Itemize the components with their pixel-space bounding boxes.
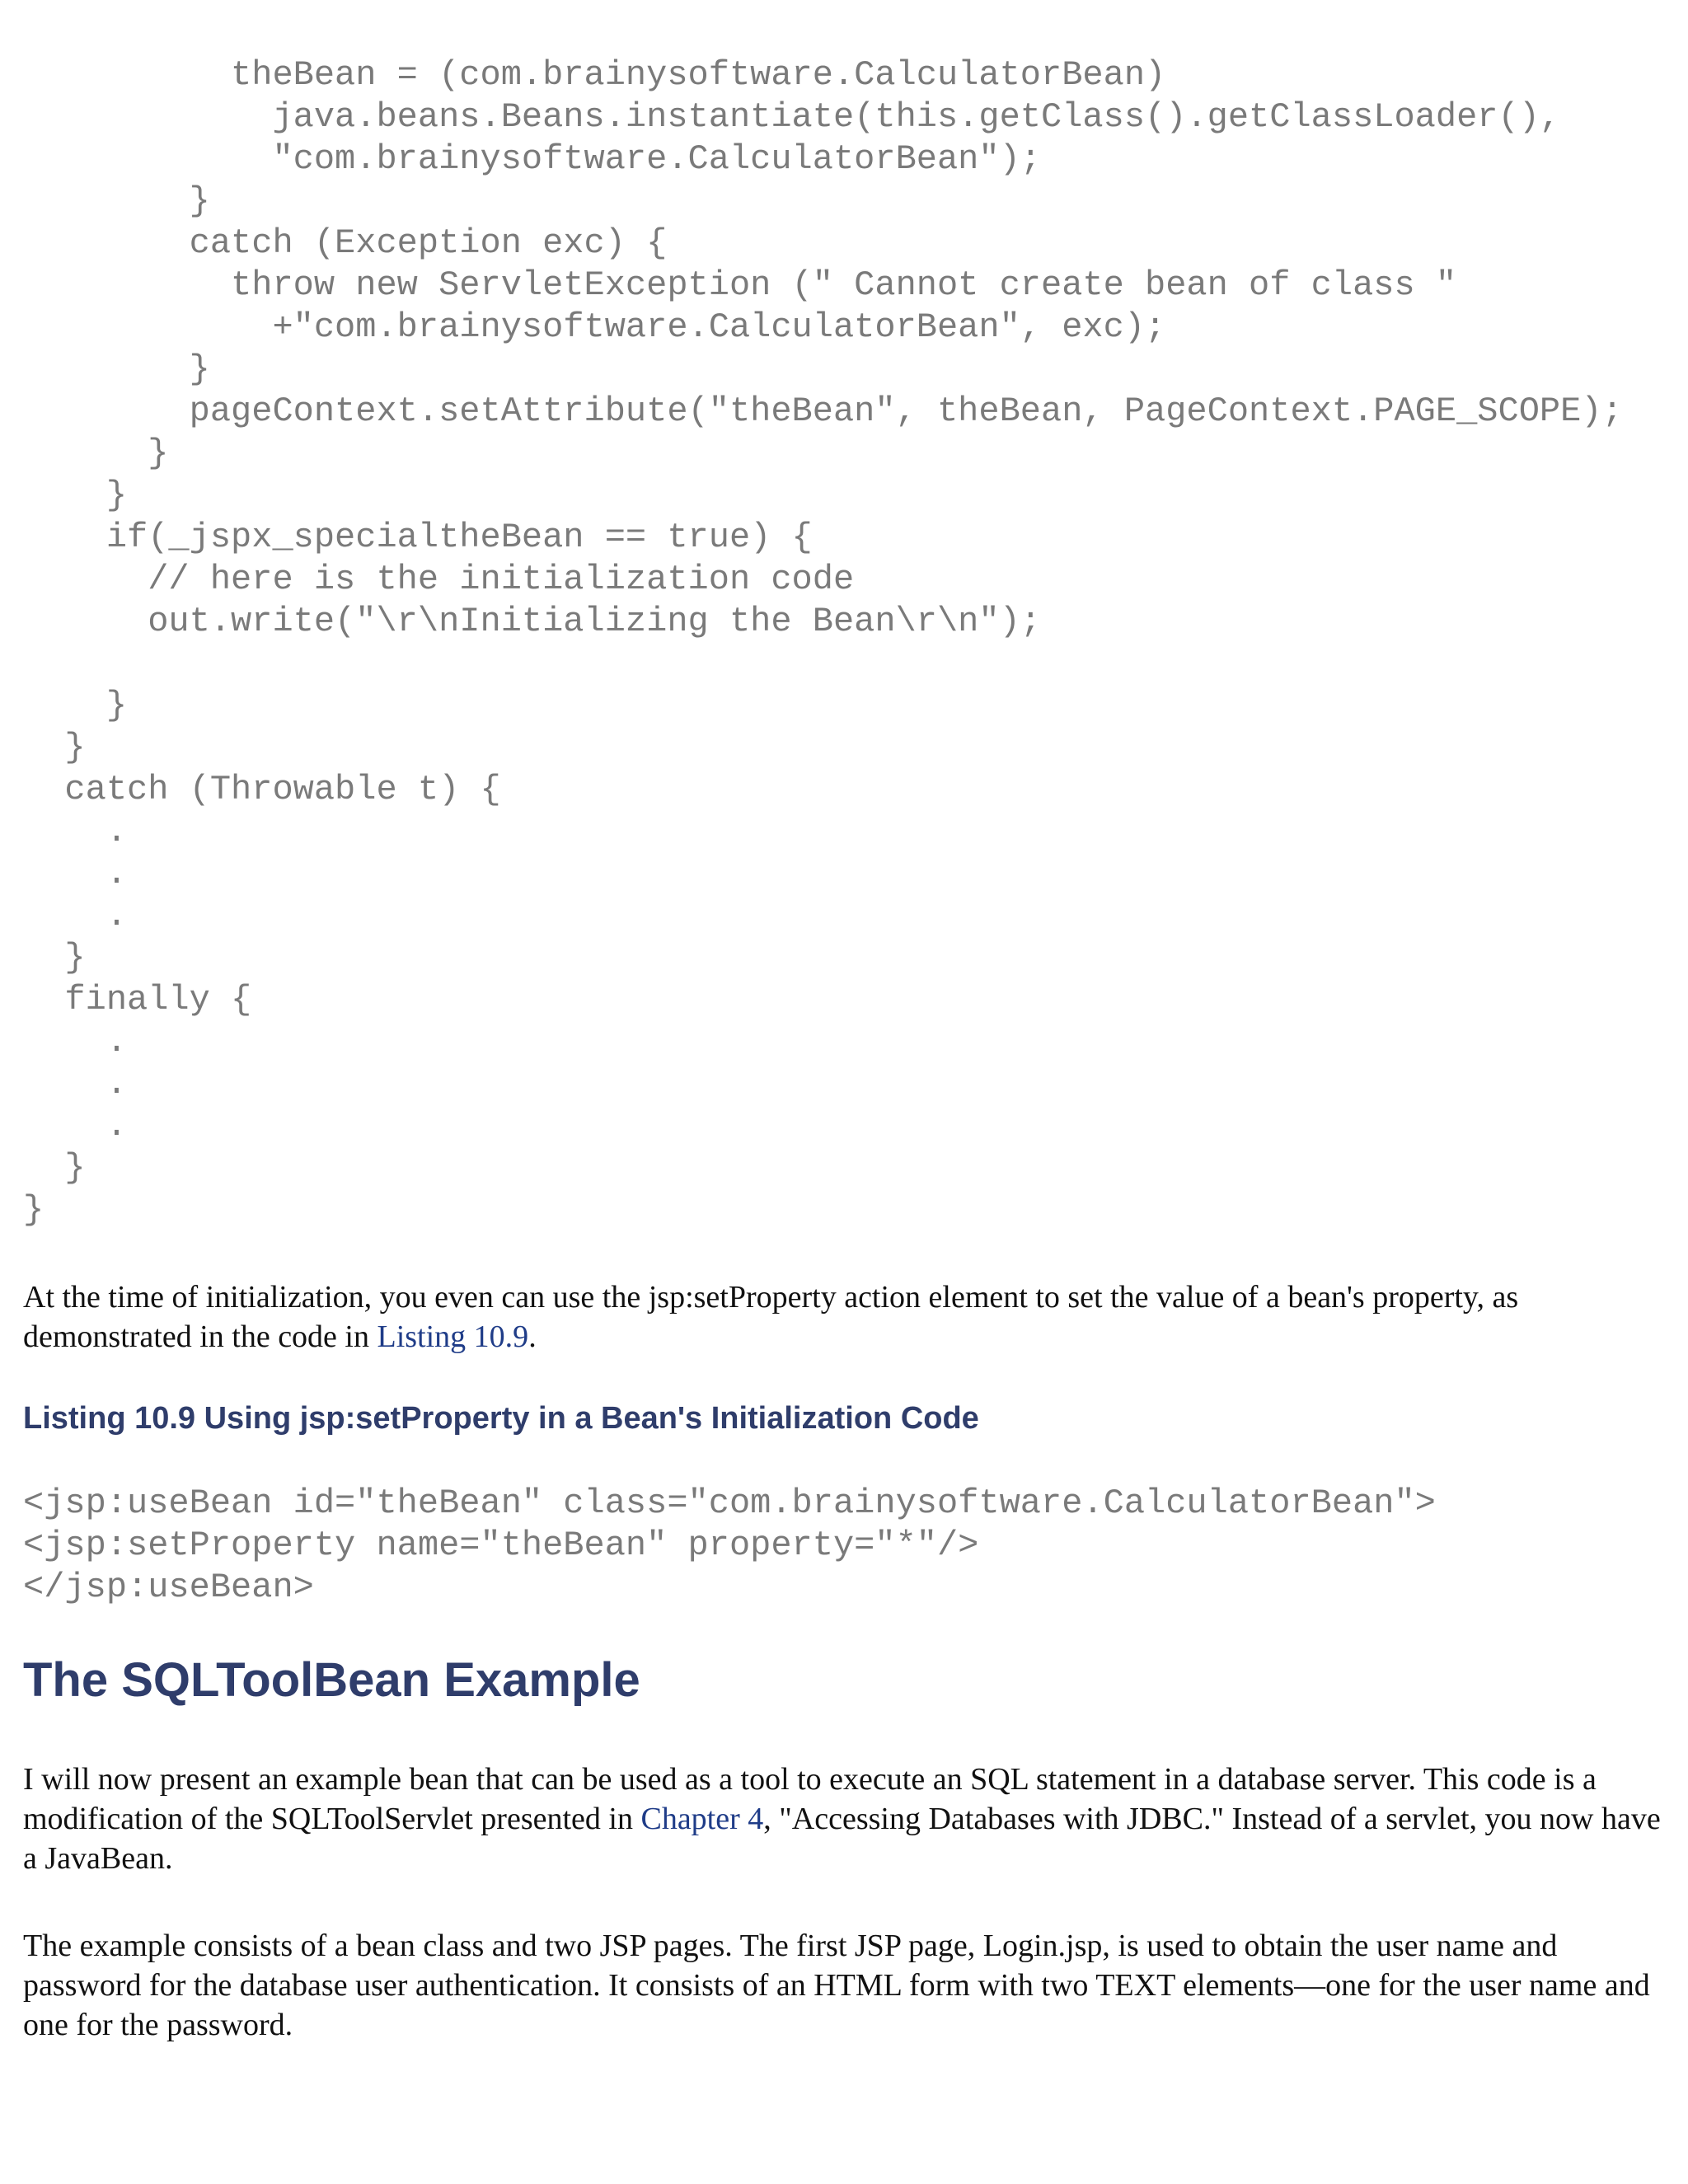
listing-link[interactable]: Listing 10.9 <box>377 1319 529 1354</box>
code-line: catch (Exception exc) { <box>23 223 668 263</box>
code-line: catch (Throwable t) { <box>23 770 501 809</box>
code-line: theBean = (com.brainysoftware.CalculatorBean) <box>23 55 1166 95</box>
code-line: +"com.brainysoftware.CalculatorBean", exc); <box>23 307 1166 347</box>
code-line: <jsp:setProperty name="theBean" property="*"/> <box>23 1526 979 1565</box>
chapter-link[interactable]: Chapter 4 <box>640 1802 764 1836</box>
code-line: throw new ServletException (" Cannot create bean of class " <box>23 265 1457 305</box>
section-heading: The SQLToolBean Example <box>23 1653 640 1707</box>
code-line: } <box>23 349 210 389</box>
code-line: </jsp:useBean> <box>23 1568 314 1607</box>
code-block-listing <box>23 1483 1436 1609</box>
paragraph-text: At the time of initialization, you even can use the jsp:setProperty action element to set the value of a bean's property, as demonstrated in the code in <box>23 1280 1519 1354</box>
code-line: out.write("\r\nInitializing the Bean\r\n"); <box>23 602 1042 641</box>
code-line: } <box>23 686 128 725</box>
code-line: } <box>23 434 169 473</box>
code-line: } <box>23 181 210 221</box>
code-line: pageContext.setAttribute("theBean", theBean, PageContext.PAGE_SCOPE); <box>23 391 1623 431</box>
code-line: . <box>23 1022 128 1062</box>
code-line: } <box>23 728 86 767</box>
code-line: } <box>23 938 86 977</box>
code-line: <jsp:useBean id="theBean" class="com.brainysoftware.CalculatorBean"> <box>23 1483 1436 1523</box>
paragraph-text-end: , "Accessing Databases with JDBC." Instead of a servlet, you now have a JavaBean. <box>23 1802 1661 1876</box>
code-line: . <box>23 812 128 851</box>
paragraph-example-description: The example consists of a bean class and two JSP pages. The first JSP page, Login.jsp, is used to obtain the user name and password for the database user authentication. It consists of an HTML form with two TEXT elements—one for the user name and one for the password. <box>23 1929 1650 2042</box>
code-line: } <box>23 1190 45 1230</box>
code-line: java.beans.Beans.instantiate(this.getClass().getClassLoader(), <box>23 97 1561 137</box>
code-line: . <box>23 1064 128 1104</box>
paragraph-sqltoolbean-intro <box>23 1760 1663 1878</box>
code-line: } <box>23 476 128 515</box>
paragraph-text-end: . <box>528 1319 537 1354</box>
code-line: . <box>23 854 128 893</box>
code-line: "com.brainysoftware.CalculatorBean"); <box>23 139 1042 179</box>
code-line: . <box>23 896 128 935</box>
code-line: if(_jspx_specialtheBean == true) { <box>23 518 813 557</box>
paragraph-text: I will now present an example bean that can be used as a tool to execute an SQL statement in a database server. This code is a modification of the SQLToolServlet presented in <box>23 1762 1597 1836</box>
listing-title: Listing 10.9 Using jsp:setProperty in a Bean's Initialization Code <box>23 1401 979 1436</box>
code-line: . <box>23 1106 128 1146</box>
code-line: // here is the initialization code <box>23 560 855 599</box>
code-block-top <box>23 54 1623 1231</box>
code-line: } <box>23 1148 86 1188</box>
code-line: finally { <box>23 980 252 1019</box>
paragraph-initialization <box>23 1277 1663 1357</box>
